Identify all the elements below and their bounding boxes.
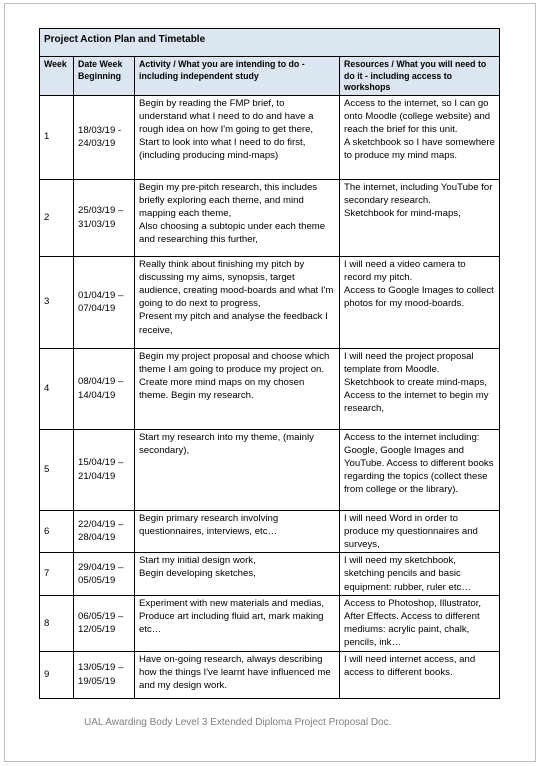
- table-row: [40, 651, 500, 698]
- week-cell: 4: [40, 348, 74, 429]
- activity-cell: Experiment with new materials and medias, Produce art including fluid art, mark making etc…: [135, 595, 340, 651]
- table-title: Project Action Plan and Timetable: [40, 29, 500, 57]
- week-cell: 5: [40, 429, 74, 510]
- resources-cell: The internet, including YouTube for secondary research. Sketchbook for mind-maps,: [340, 179, 500, 256]
- activity-cell: Start my research into my theme, (mainly secondary),: [135, 429, 340, 510]
- week-cell: 1: [40, 95, 74, 179]
- week-cell: 3: [40, 256, 74, 348]
- date-cell: 25/03/19 – 31/03/19: [74, 179, 135, 256]
- date-cell: 06/05/19 – 12/05/19: [74, 595, 135, 651]
- week-cell: 8: [40, 595, 74, 651]
- table-row: [40, 179, 500, 256]
- resources-cell: Access to the internet including: Google, Google Images and YouTube. Access to different books regarding the topics (collect these from college or the library).: [340, 429, 500, 510]
- resources-cell: Access to the internet, so I can go onto Moodle (college website) and reach the brief for this unit. A sketchbook so I have somewhere to produce my mind maps.: [340, 95, 500, 179]
- header-date: Date Week Beginning: [74, 57, 135, 96]
- header-resources: Resources / What you will need to do it - including access to workshops: [340, 57, 500, 96]
- header-activity: Activity / What you are intending to do - including independent study: [135, 57, 340, 96]
- date-cell: 18/03/19 - 24/03/19: [74, 95, 135, 179]
- week-cell: 2: [40, 179, 74, 256]
- table-row: [40, 595, 500, 651]
- table-row: [40, 429, 500, 510]
- date-cell: 01/04/19 – 07/04/19: [74, 256, 135, 348]
- table-row: [40, 256, 500, 348]
- date-cell: 15/04/19 – 21/04/19: [74, 429, 135, 510]
- resources-cell: Access to Photoshop, Illustrator, After Effects. Access to different mediums: acrylic paint, chalk, pencils, ink…: [340, 595, 500, 651]
- activity-cell: Begin my pre-pitch research, this includes briefly exploring each theme, and mind mapping each theme, Also choosing a subtopic under each theme and researching this further,: [135, 179, 340, 256]
- date-cell: 13/05/19 – 19/05/19: [74, 651, 135, 698]
- resources-cell: I will need my sketchbook, sketching pencils and basic equipment: rubber, ruler etc…: [340, 553, 500, 596]
- table-row: [40, 510, 500, 553]
- activity-cell: Really think about finishing my pitch by discussing my aims, synopsis, target audience, creating mood-boards and what I'm going to do next to progress, Present my pitch and analyse the feedback I receive,: [135, 256, 340, 348]
- table-title-row: [40, 29, 500, 57]
- table-row: [40, 553, 500, 596]
- table-header-row: [40, 57, 500, 96]
- header-week: Week: [40, 57, 74, 96]
- date-cell: 08/04/19 – 14/04/19: [74, 348, 135, 429]
- week-cell: 7: [40, 553, 74, 596]
- date-cell: 22/04/19 – 28/04/19: [74, 510, 135, 553]
- date-cell: 29/04/19 – 05/05/19: [74, 553, 135, 596]
- activity-cell: Begin by reading the FMP brief, to understand what I need to do and have a rough idea on how I'm going to get there, Start to look into what I need to do first, (including producing mind-maps): [135, 95, 340, 179]
- resources-cell: I will need Word in order to produce my questionnaires and surveys,: [340, 510, 500, 553]
- resources-cell: I will need a video camera to record my pitch. Access to Google Images to collect photos for my mood-boards.: [340, 256, 500, 348]
- resources-cell: I will need internet access, and access to different books.: [340, 651, 500, 698]
- activity-cell: Begin my project proposal and choose which theme I am going to produce my project on. Create more mind maps on my chosen theme. Begin my research.: [135, 348, 340, 429]
- resources-cell: I will need the project proposal template from Moodle. Sketchbook to create mind-maps, Access to the internet to begin my research,: [340, 348, 500, 429]
- activity-cell: Start my initial design work, Begin developing sketches,: [135, 553, 340, 596]
- document-footer: UAL Awarding Body Level 3 Extended Diploma Project Proposal Doc.: [84, 717, 392, 728]
- week-cell: 9: [40, 651, 74, 698]
- action-plan-table: [39, 28, 500, 699]
- week-cell: 6: [40, 510, 74, 553]
- activity-cell: Have on-going research, always describing how the things I've learnt have influenced me and my design work.: [135, 651, 340, 698]
- table-row: [40, 95, 500, 179]
- activity-cell: Begin primary research involving questionnaires, interviews, etc…: [135, 510, 340, 553]
- table-row: [40, 348, 500, 429]
